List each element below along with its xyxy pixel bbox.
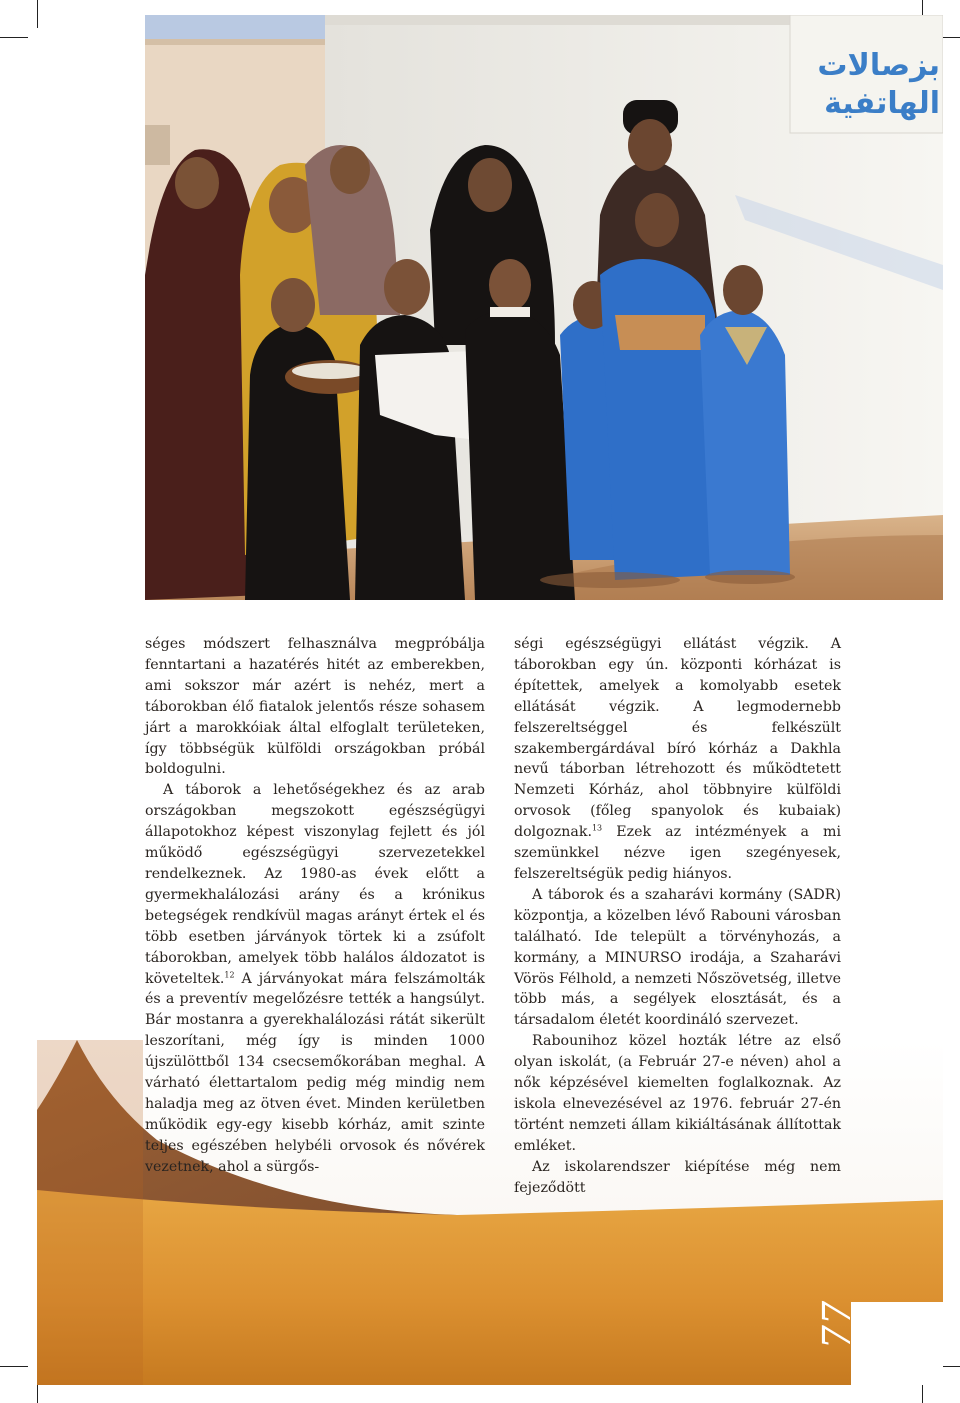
paragraph-text: A táborok a lehetőségekhez és az arab országokban megszokott egészségügyi állapotokhoz képest viszonylag fejlett és jól működő egészségügyi szervezetekkel rendelkeznek. Az 1980-as évek előtt a gyermekhalálozási arány és a krónikus betegségek rendkívül magas arányt értek el és több esetben járványok törtek ki a zsúfolt táborokban, amelyek több halálos áldozatot is követeltek. <box>145 782 485 987</box>
dune-lit <box>37 1190 943 1385</box>
page-number-box <box>851 1302 943 1385</box>
camp-photo-illustration <box>145 15 943 600</box>
paragraph <box>514 634 841 885</box>
text-column-left <box>145 634 485 1178</box>
paragraph-text: A járványokat mára felszámolták és a preventív megelőzésre tették a hangsúlyt. Bár mostanra a gyerekhalálozási rátát sikerült leszorítani, még így is minden 1000 újszülöttből 134 csecsemőkorában meghal. A várható élettartalom pedig még mindig nem haladja meg az ötven évet. Minden kerületben működik egy-egy kisebb kórház, amit szinte teljes egészében helybéli orvosok és nővérek vezetnek, ahol a sürgős- <box>145 970 485 1175</box>
wall-sign-line1: بزصالات <box>817 48 940 83</box>
paragraph: Rabounihoz közel hozták létre az első olyan iskolát, (a Február 27-e néven) ahol a nők képzésével kiemelten foglalkoznak. Az iskola elnevezésével az 1976. február 27-én történt nemzeti állam kikiáltásának állítottak emléket. <box>514 1033 841 1154</box>
page-number: 77 <box>815 1300 859 1350</box>
crop-mark <box>0 1366 28 1367</box>
camp-photo <box>145 15 943 600</box>
footnote-ref[interactable]: 13 <box>591 823 603 833</box>
paragraph-text: ségi egészségügyi ellátást végzik. A táborokban egy ún. központi kórházat is építettek, amelyek a komolyabb esetek ellátását végzik. A legmodernebb felszereltséggel és felkészült szakembergárdával bíró kórház a Dakhla nevű táborban létrehozott és működtetett Nemzeti Kórház, ahol többnyire külföldi orvosok (főleg spanyolok és kubaiak) dolgoznak. <box>514 636 841 841</box>
crop-mark <box>37 0 38 28</box>
paragraph: séges módszert felhasználva megpróbálja fenntartani a hazatérés hitét az emberekben, ami sokszor már azért is nehéz, mert a táborokban élő fiatalok jelentős része sohasem járt a marokkóiak által elfoglalt területeken, így többségük külföldi országokban próbál boldogulni. <box>145 636 485 778</box>
crop-mark <box>0 37 28 38</box>
text-column-right <box>514 634 841 1198</box>
paragraph <box>145 780 485 1177</box>
paragraph: Az iskolarendszer kiépítése még nem fejeződött <box>514 1158 841 1196</box>
paragraph-text: Ezek az intézmények a mi szemünkkel nézve igen szegényesek, felszereltségük pedig hiányos. <box>514 824 841 882</box>
girl-black-dress <box>465 310 575 600</box>
boy-blue-tall <box>600 259 720 580</box>
wall-sign-line2: الهاتفية <box>824 86 940 121</box>
paragraph: A táborok és a szaharávi kormány (SADR) központja, a közelben lévő Rabouni városban található. Ide települt a törvényhozás, a kormány, a MINURSO irodája, a Szaharávi Vörös Félhold, a nemzeti Nőszövetség, illetve több más, a segélyek elosztását, és a társadalom életét koordináló szervezet. <box>514 886 841 1029</box>
footnote-ref[interactable]: 12 <box>224 969 235 979</box>
